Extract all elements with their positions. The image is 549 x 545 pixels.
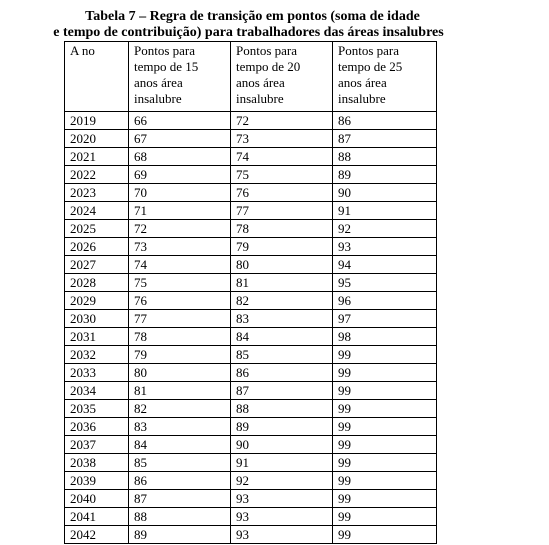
points-20-cell: 75 xyxy=(231,166,333,184)
points-25-cell: 98 xyxy=(333,328,437,346)
year-cell: 2025 xyxy=(65,220,129,238)
year-cell: 2029 xyxy=(65,292,129,310)
points-25-cell: 99 xyxy=(333,418,437,436)
points-20-cell: 84 xyxy=(231,328,333,346)
table-row xyxy=(65,220,437,238)
year-cell: 2042 xyxy=(65,526,129,544)
points-15-cell: 83 xyxy=(129,418,231,436)
points-25-cell: 99 xyxy=(333,346,437,364)
points-15-cell: 69 xyxy=(129,166,231,184)
year-cell: 2030 xyxy=(65,310,129,328)
year-cell: 2023 xyxy=(65,184,129,202)
points-15-cell: 73 xyxy=(129,238,231,256)
points-25-cell: 87 xyxy=(333,130,437,148)
table-row xyxy=(65,274,437,292)
header-line: tempo de 20 xyxy=(236,59,301,74)
points-20-cell: 77 xyxy=(231,202,333,220)
points-20-cell: 82 xyxy=(231,292,333,310)
points-20-cell: 78 xyxy=(231,220,333,238)
points-25-cell: 99 xyxy=(333,454,437,472)
points-15-cell: 89 xyxy=(129,526,231,544)
points-25-cell: 90 xyxy=(333,184,437,202)
points-25-cell: 93 xyxy=(333,238,437,256)
table-row xyxy=(65,490,437,508)
points-20-cell: 81 xyxy=(231,274,333,292)
points-15-cell: 81 xyxy=(129,382,231,400)
points-25-cell: 99 xyxy=(333,400,437,418)
points-25-cell: 99 xyxy=(333,382,437,400)
points-20-cell: 92 xyxy=(231,472,333,490)
table-row xyxy=(65,310,437,328)
points-25-cell: 99 xyxy=(333,508,437,526)
header-line: tempo de 15 xyxy=(134,59,199,74)
points-20-cell: 93 xyxy=(231,490,333,508)
table-row xyxy=(65,184,437,202)
year-cell: 2019 xyxy=(65,112,129,130)
table-title-line-1: Tabela 7 – Regra de transição em pontos (soma de idade xyxy=(85,9,420,24)
header-line: insalubre xyxy=(338,91,386,106)
points-20-cell: 72 xyxy=(231,112,333,130)
table-row xyxy=(65,328,437,346)
header-line: insalubre xyxy=(236,91,284,106)
header-line: Pontos para xyxy=(236,43,298,58)
header-line: Pontos para xyxy=(134,43,196,58)
table-title-line-2: e tempo de contribuição) para trabalhadores das áreas insalubres xyxy=(53,25,444,40)
header-points-20-years xyxy=(231,42,333,112)
table-row xyxy=(65,256,437,274)
points-25-cell: 99 xyxy=(333,526,437,544)
year-cell: 2024 xyxy=(65,202,129,220)
points-15-cell: 71 xyxy=(129,202,231,220)
table-row xyxy=(65,508,437,526)
table-row xyxy=(65,148,437,166)
points-25-cell: 99 xyxy=(333,490,437,508)
table-row xyxy=(65,166,437,184)
year-cell: 2036 xyxy=(65,418,129,436)
year-cell: 2026 xyxy=(65,238,129,256)
points-15-cell: 84 xyxy=(129,436,231,454)
table-row xyxy=(65,364,437,382)
points-25-cell: 96 xyxy=(333,292,437,310)
points-15-cell: 82 xyxy=(129,400,231,418)
points-25-cell: 97 xyxy=(333,310,437,328)
points-25-cell: 89 xyxy=(333,166,437,184)
header-line: Pontos para xyxy=(338,43,400,58)
header-line: insalubre xyxy=(134,91,182,106)
header-line: tempo de 25 xyxy=(338,59,403,74)
header-year xyxy=(65,42,129,112)
points-20-cell: 79 xyxy=(231,238,333,256)
table-row xyxy=(65,382,437,400)
points-15-cell: 76 xyxy=(129,292,231,310)
header-line: anos área xyxy=(134,75,183,90)
points-25-cell: 92 xyxy=(333,220,437,238)
points-20-cell: 89 xyxy=(231,418,333,436)
transition-points-table xyxy=(64,41,437,544)
points-15-cell: 72 xyxy=(129,220,231,238)
points-20-cell: 88 xyxy=(231,400,333,418)
table-body xyxy=(65,112,437,544)
table-row xyxy=(65,400,437,418)
points-20-cell: 85 xyxy=(231,346,333,364)
year-cell: 2033 xyxy=(65,364,129,382)
points-20-cell: 87 xyxy=(231,382,333,400)
table-row xyxy=(65,130,437,148)
year-cell: 2031 xyxy=(65,328,129,346)
points-15-cell: 88 xyxy=(129,508,231,526)
header-points-15-years xyxy=(129,42,231,112)
points-15-cell: 75 xyxy=(129,274,231,292)
points-25-cell: 99 xyxy=(333,364,437,382)
table-row xyxy=(65,292,437,310)
points-15-cell: 66 xyxy=(129,112,231,130)
points-15-cell: 67 xyxy=(129,130,231,148)
header-line: anos área xyxy=(236,75,285,90)
points-15-cell: 87 xyxy=(129,490,231,508)
points-15-cell: 86 xyxy=(129,472,231,490)
year-cell: 2040 xyxy=(65,490,129,508)
points-15-cell: 74 xyxy=(129,256,231,274)
table-row xyxy=(65,472,437,490)
points-25-cell: 94 xyxy=(333,256,437,274)
points-20-cell: 73 xyxy=(231,130,333,148)
year-cell: 2021 xyxy=(65,148,129,166)
points-25-cell: 95 xyxy=(333,274,437,292)
table-header-row xyxy=(65,42,437,112)
points-15-cell: 78 xyxy=(129,328,231,346)
header-line: anos área xyxy=(338,75,387,90)
points-20-cell: 83 xyxy=(231,310,333,328)
points-20-cell: 80 xyxy=(231,256,333,274)
points-25-cell: 91 xyxy=(333,202,437,220)
points-20-cell: 93 xyxy=(231,526,333,544)
points-20-cell: 91 xyxy=(231,454,333,472)
year-cell: 2027 xyxy=(65,256,129,274)
table-row xyxy=(65,346,437,364)
points-25-cell: 86 xyxy=(333,112,437,130)
points-15-cell: 80 xyxy=(129,364,231,382)
year-cell: 2032 xyxy=(65,346,129,364)
table-row xyxy=(65,526,437,544)
year-cell: 2020 xyxy=(65,130,129,148)
points-15-cell: 68 xyxy=(129,148,231,166)
points-25-cell: 99 xyxy=(333,472,437,490)
header-points-25-years xyxy=(333,42,437,112)
points-20-cell: 76 xyxy=(231,184,333,202)
points-20-cell: 90 xyxy=(231,436,333,454)
year-cell: 2028 xyxy=(65,274,129,292)
year-cell: 2039 xyxy=(65,472,129,490)
points-15-cell: 77 xyxy=(129,310,231,328)
points-20-cell: 86 xyxy=(231,364,333,382)
table-row xyxy=(65,238,437,256)
table-row xyxy=(65,418,437,436)
table-row xyxy=(65,112,437,130)
year-cell: 2038 xyxy=(65,454,129,472)
points-15-cell: 85 xyxy=(129,454,231,472)
points-25-cell: 88 xyxy=(333,148,437,166)
year-cell: 2041 xyxy=(65,508,129,526)
header-year-label: A no xyxy=(70,43,95,58)
year-cell: 2022 xyxy=(65,166,129,184)
points-15-cell: 79 xyxy=(129,346,231,364)
year-cell: 2035 xyxy=(65,400,129,418)
points-20-cell: 93 xyxy=(231,508,333,526)
year-cell: 2037 xyxy=(65,436,129,454)
year-cell: 2034 xyxy=(65,382,129,400)
table-row xyxy=(65,454,437,472)
points-15-cell: 70 xyxy=(129,184,231,202)
points-20-cell: 74 xyxy=(231,148,333,166)
table-row xyxy=(65,202,437,220)
points-25-cell: 99 xyxy=(333,436,437,454)
table-row xyxy=(65,436,437,454)
